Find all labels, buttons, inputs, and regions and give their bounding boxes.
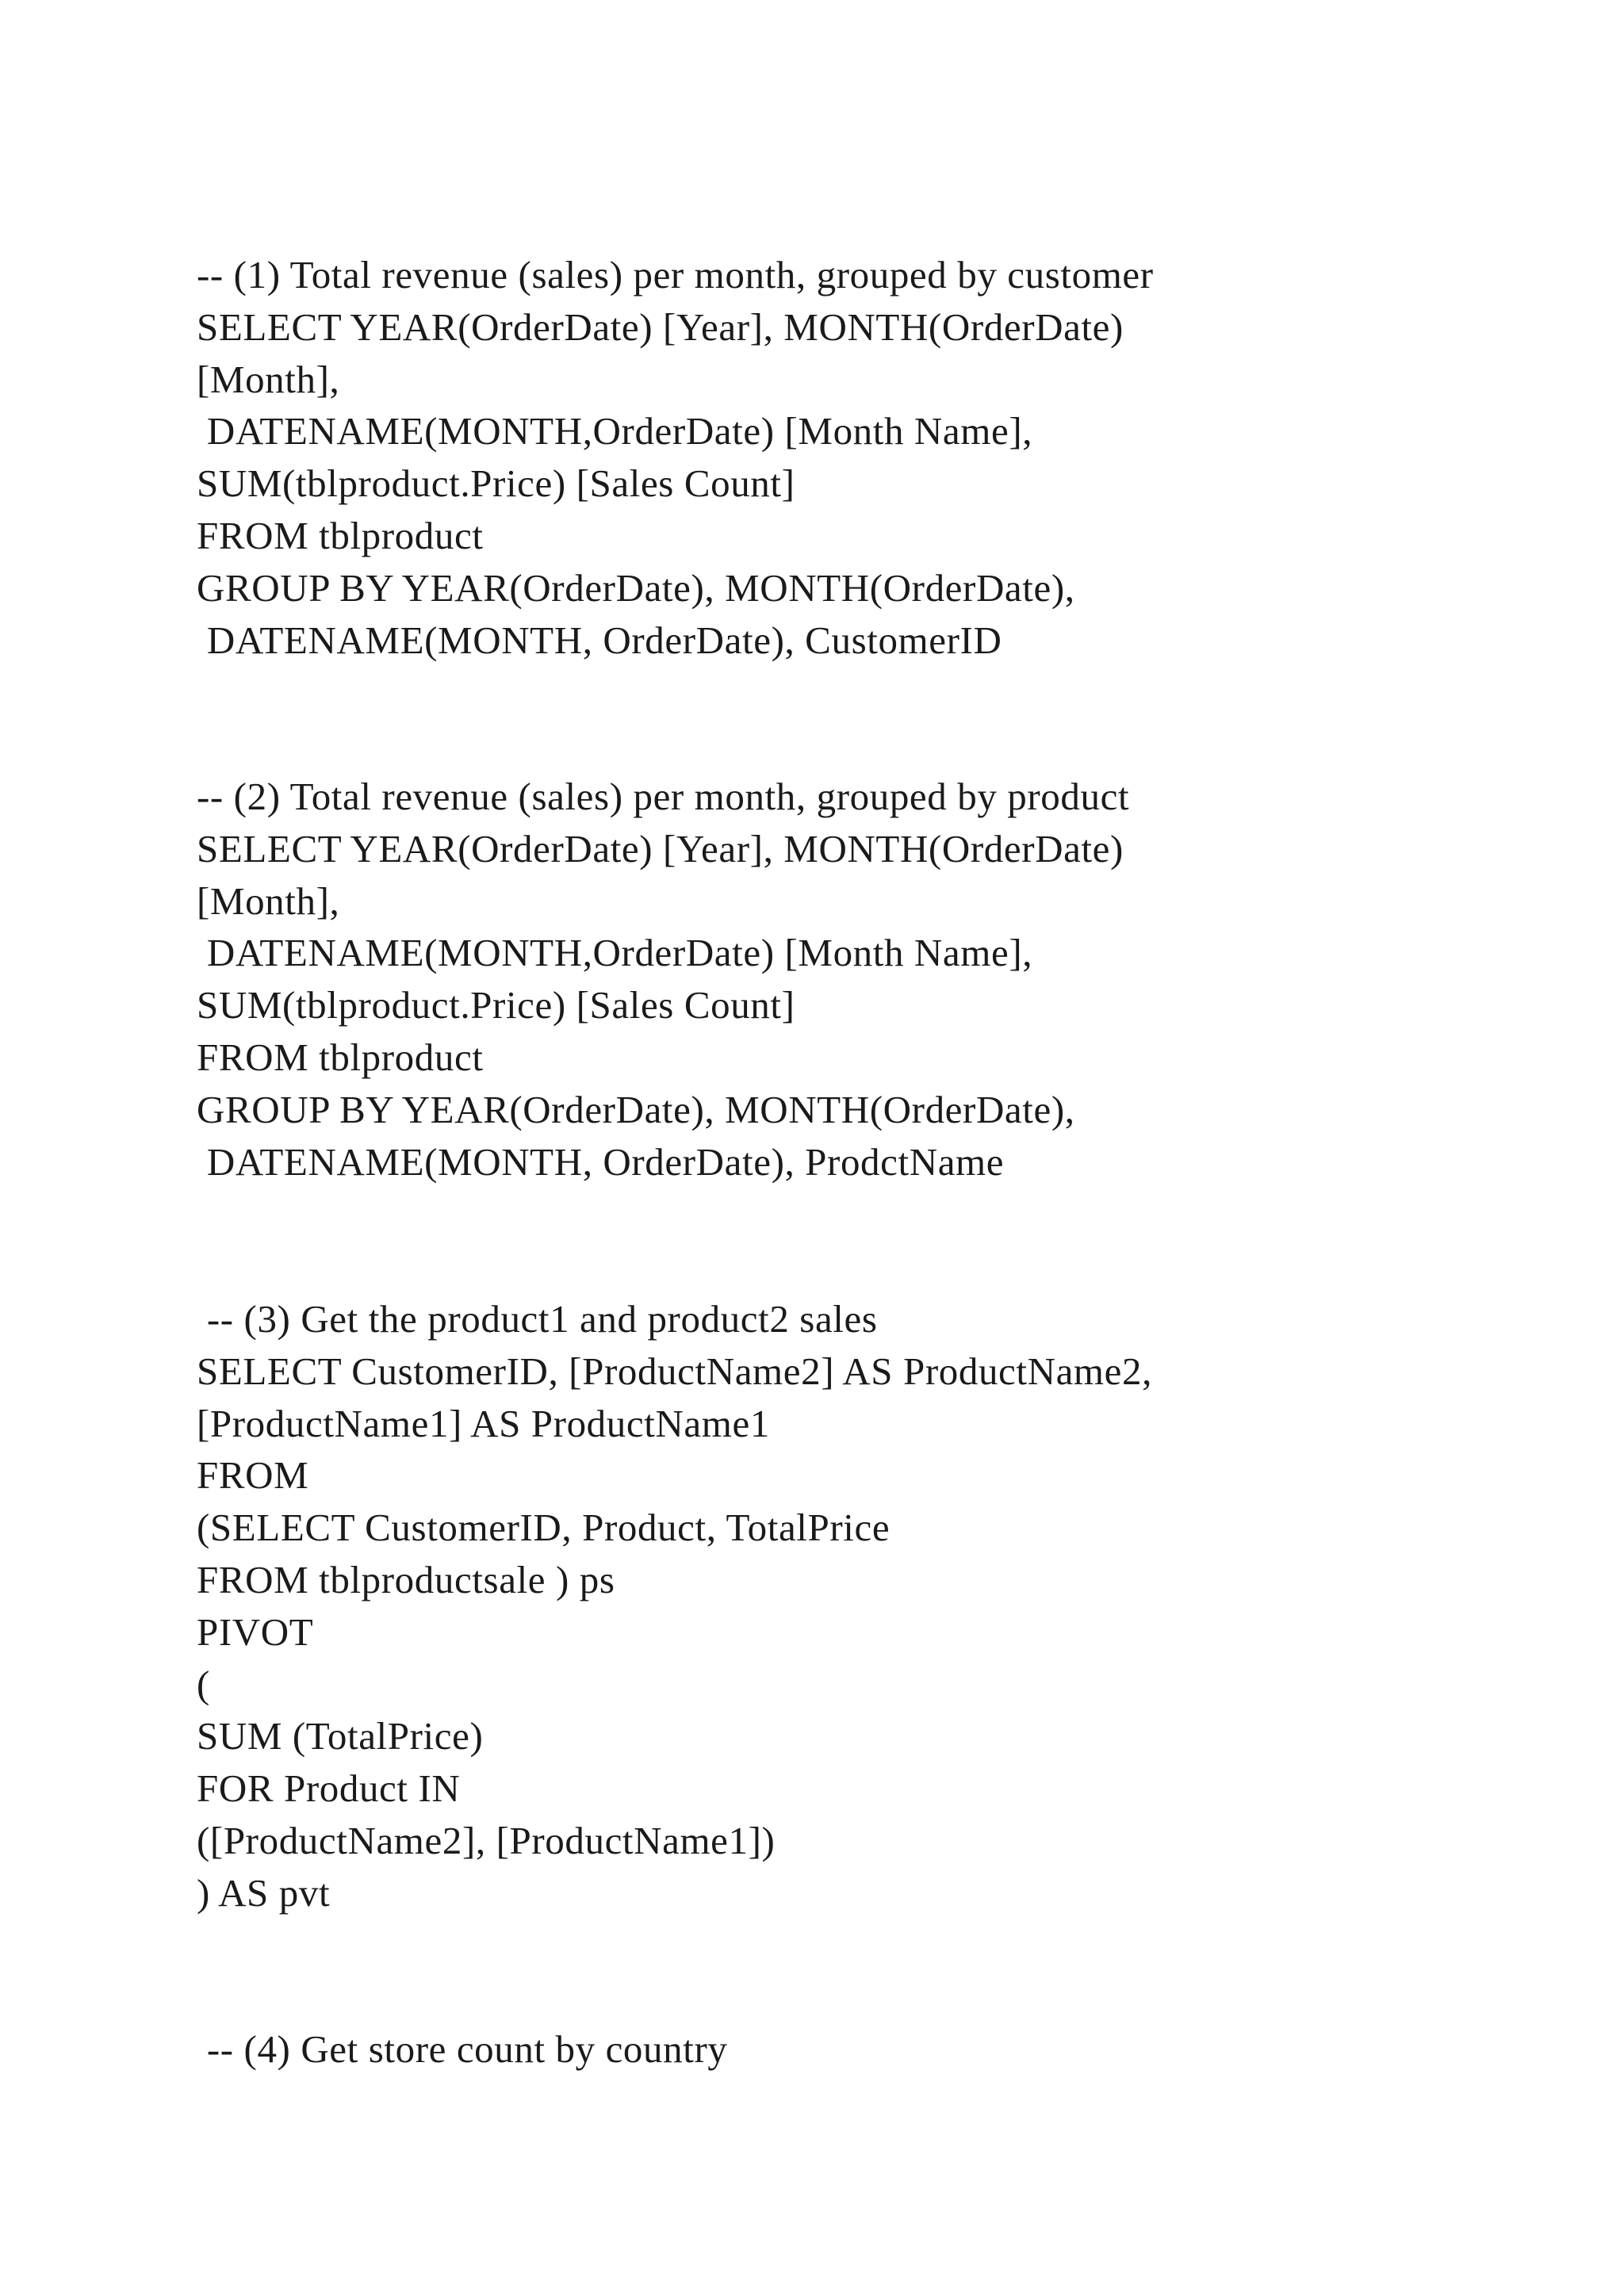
sql-query-block-3 [197,1293,1561,1919]
code-line: SELECT YEAR(OrderDate) [Year], MONTH(OrderDate) [197,304,1124,349]
code-line: SUM(tblproduct.Price) [Sales Count] [197,983,795,1027]
code-line: DATENAME(MONTH, OrderDate), ProdctName [197,1139,1005,1184]
sql-query-block-1 [197,249,1561,666]
code-line: SELECT CustomerID, [ProductName2] AS ProductName2, [197,1349,1152,1393]
code-line: FROM [197,1453,309,1498]
code-line: [Month], [197,357,340,401]
comment-line: -- (1) Total revenue (sales) per month, grouped by customer [197,253,1154,297]
code-line: DATENAME(MONTH, OrderDate), CustomerID [197,618,1002,662]
code-line: GROUP BY YEAR(OrderDate), MONTH(OrderDate), [197,1087,1075,1131]
comment-line: -- (2) Total revenue (sales) per month, grouped by product [197,775,1130,818]
code-line: FROM tblproductsale ) ps [197,1557,615,1601]
code-line: ( [197,1662,210,1706]
code-line: SUM (TotalPrice) [197,1714,484,1758]
code-line: GROUP BY YEAR(OrderDate), MONTH(OrderDate), [197,565,1075,610]
sql-query-block-4 [197,2023,1561,2076]
code-line: (SELECT CustomerID, Product, TotalPrice [197,1506,891,1550]
code-line: FOR Product IN [197,1766,461,1811]
comment-line: -- (3) Get the product1 and product2 sales [197,1297,878,1341]
sql-query-block-2 [197,771,1561,1188]
code-line: FROM tblproduct [197,1035,484,1079]
code-line: SUM(tblproduct.Price) [Sales Count] [197,461,795,506]
code-line: PIVOT [197,1609,314,1654]
code-line: DATENAME(MONTH,OrderDate) [Month Name], [197,931,1033,975]
code-line: ) AS pvt [197,1870,331,1915]
code-line: ([ProductName2], [ProductName1]) [197,1818,776,1862]
code-line: FROM tblproduct [197,513,484,557]
code-line: SELECT YEAR(OrderDate) [Year], MONTH(OrderDate) [197,826,1124,871]
code-line: DATENAME(MONTH,OrderDate) [Month Name], [197,409,1033,453]
code-line: [ProductName1] AS ProductName1 [197,1401,770,1445]
comment-line: -- (4) Get store count by country [197,2027,728,2071]
code-line: [Month], [197,878,340,923]
